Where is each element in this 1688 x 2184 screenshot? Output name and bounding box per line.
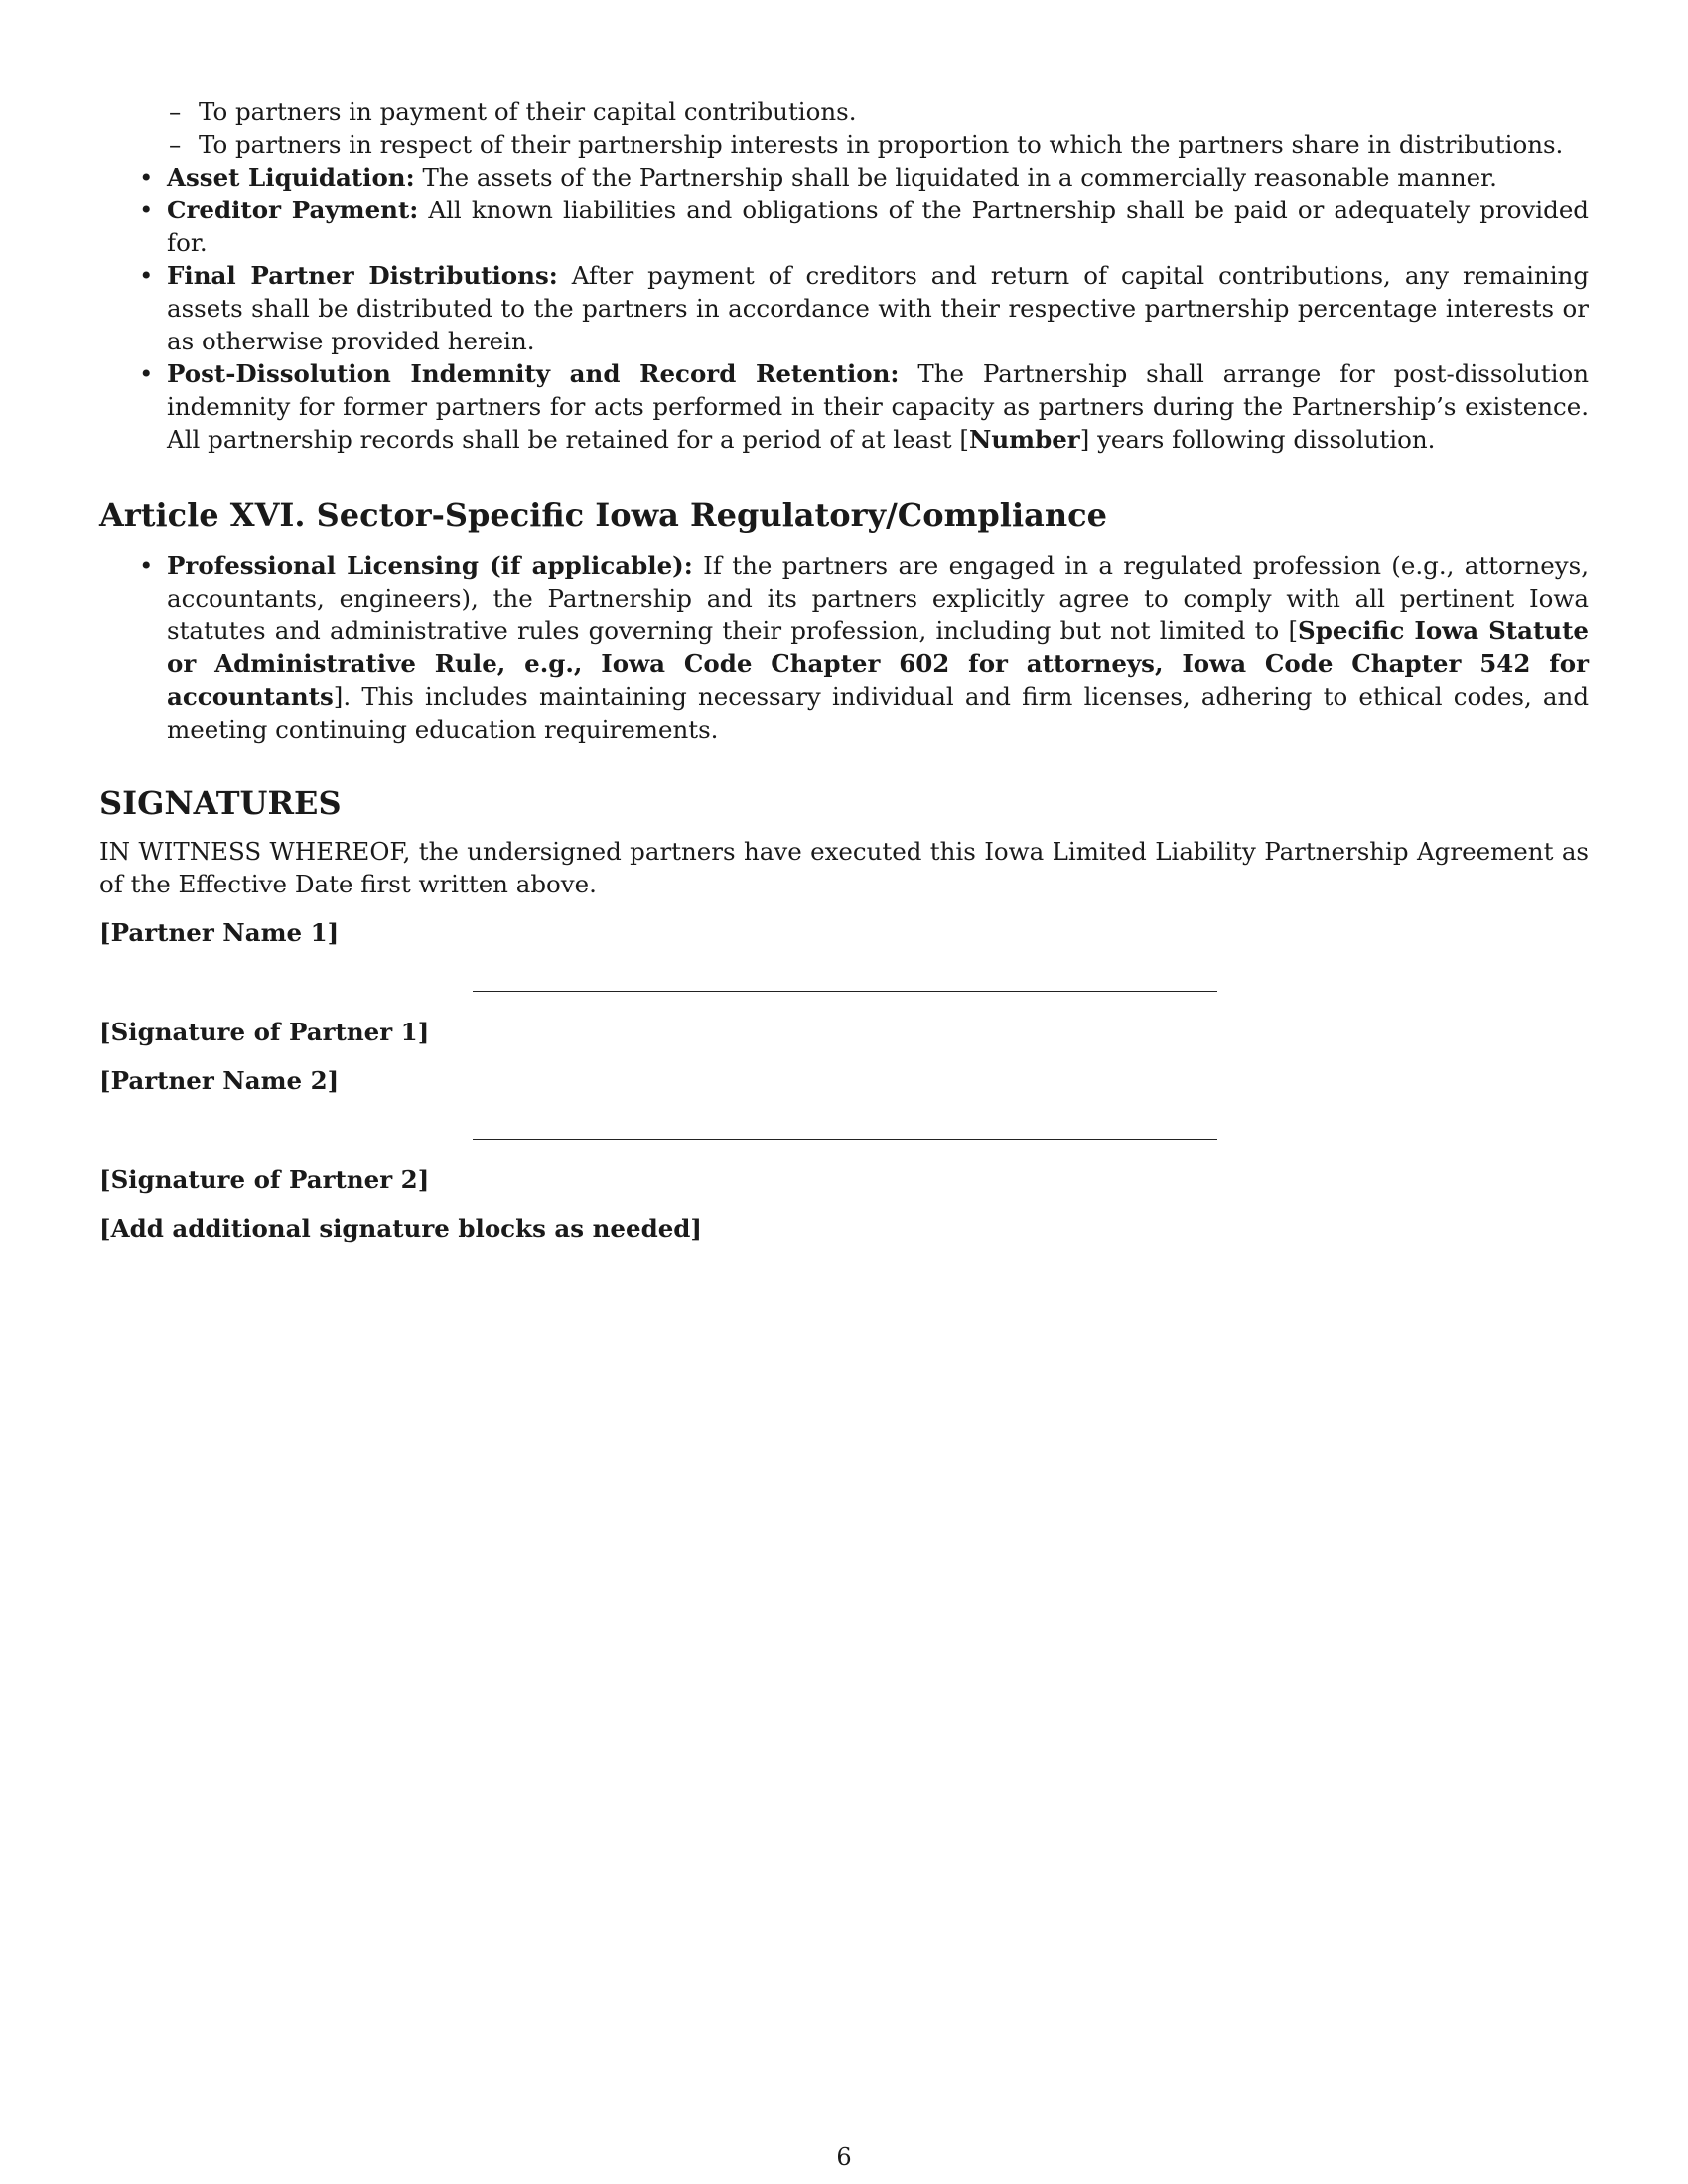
list-item-final-distributions [167,259,1589,357]
signature-line-2 [473,1139,1217,1140]
distribution-order-list [99,95,1589,161]
list-item-creditor-payment [167,194,1589,259]
signature-line-1 [473,991,1217,992]
bullet-label: Post-Dissolution Indemnity and Record Retention: [167,359,900,388]
bullet-text: The Partnership shall arrange for post-dissolution indemnity for former partners for acts performed in their capacity as partners during the Partnership’s existence. All partnership records shall be retained for a period of at least [ [167,359,1589,454]
bullet-text: ]. This includes maintaining necessary individual and firm licenses, adhering to ethical codes, and meeting continuing education requirements. [167,682,1589,744]
witness-paragraph: IN WITNESS WHEREOF, the undersigned partners have executed this Iowa Limited Liability Partnership Agreement as of the Effective Date first written above. [99,837,1589,898]
bullet-text: All known liabilities and obligations of the Partnership shall be paid or adequately provided for. [167,196,1589,257]
placeholder-statute: Specific Iowa Statute or Administrative Rule, e.g., Iowa Code Chapter 602 for attorneys, Iowa Code Chapter 542 for accountants [167,616,1589,711]
bullet-label: Creditor Payment: [167,196,419,224]
article16-bullet-list [99,549,1589,746]
bullet-label: Asset Liquidation: [167,163,415,192]
list-item: – To partners in respect of their partnership interests in proportion to which the partners share in distributions. [199,128,1589,161]
document-page [99,95,1589,1245]
list-item-asset-liquidation [167,161,1589,194]
bullet-label: Professional Licensing (if applicable): [167,551,693,580]
bullet-text: ] years following dissolution. [1079,425,1436,454]
bullet-text: If the partners are engaged in a regulated profession (e.g., attorneys, accountants, engineers), the Partnership and its partners explicitly agree to comply with all pertinent Iowa statutes and administrative rules governing their profession, including but not limited to [ [167,551,1589,645]
partner-2-name: [Partner Name 2] [99,1066,340,1095]
additional-signatures-note: [Add additional signature blocks as needed] [99,1214,703,1243]
bullet-text: The assets of the Partnership shall be liquidated in a commercially reasonable manner. [414,163,1497,192]
list-item-post-dissolution [167,357,1589,456]
placeholder-number: Number [968,425,1080,454]
list-item: – To partners in payment of their capital contributions. [199,95,1589,128]
bullet-text: After payment of creditors and return of capital contributions, any remaining assets shall be distributed to the partners in accordance with their respective partnership percentage interests or as otherwise provided herein. [167,261,1590,355]
signatures-heading: SIGNATURES [99,784,342,822]
bullet-label: Final Partner Distributions: [167,261,558,290]
article-heading: Article XVI. Sector-Specific Iowa Regulatory/Compliance [99,496,1107,534]
partner-2-signature-label: [Signature of Partner 2] [99,1165,430,1194]
list-item-professional-licensing [167,549,1589,746]
dissolution-bullet-list [99,161,1589,456]
partner-1-signature-label: [Signature of Partner 1] [99,1018,430,1046]
partner-1-name: [Partner Name 1] [99,918,340,947]
page-number: 6 [836,2143,852,2171]
